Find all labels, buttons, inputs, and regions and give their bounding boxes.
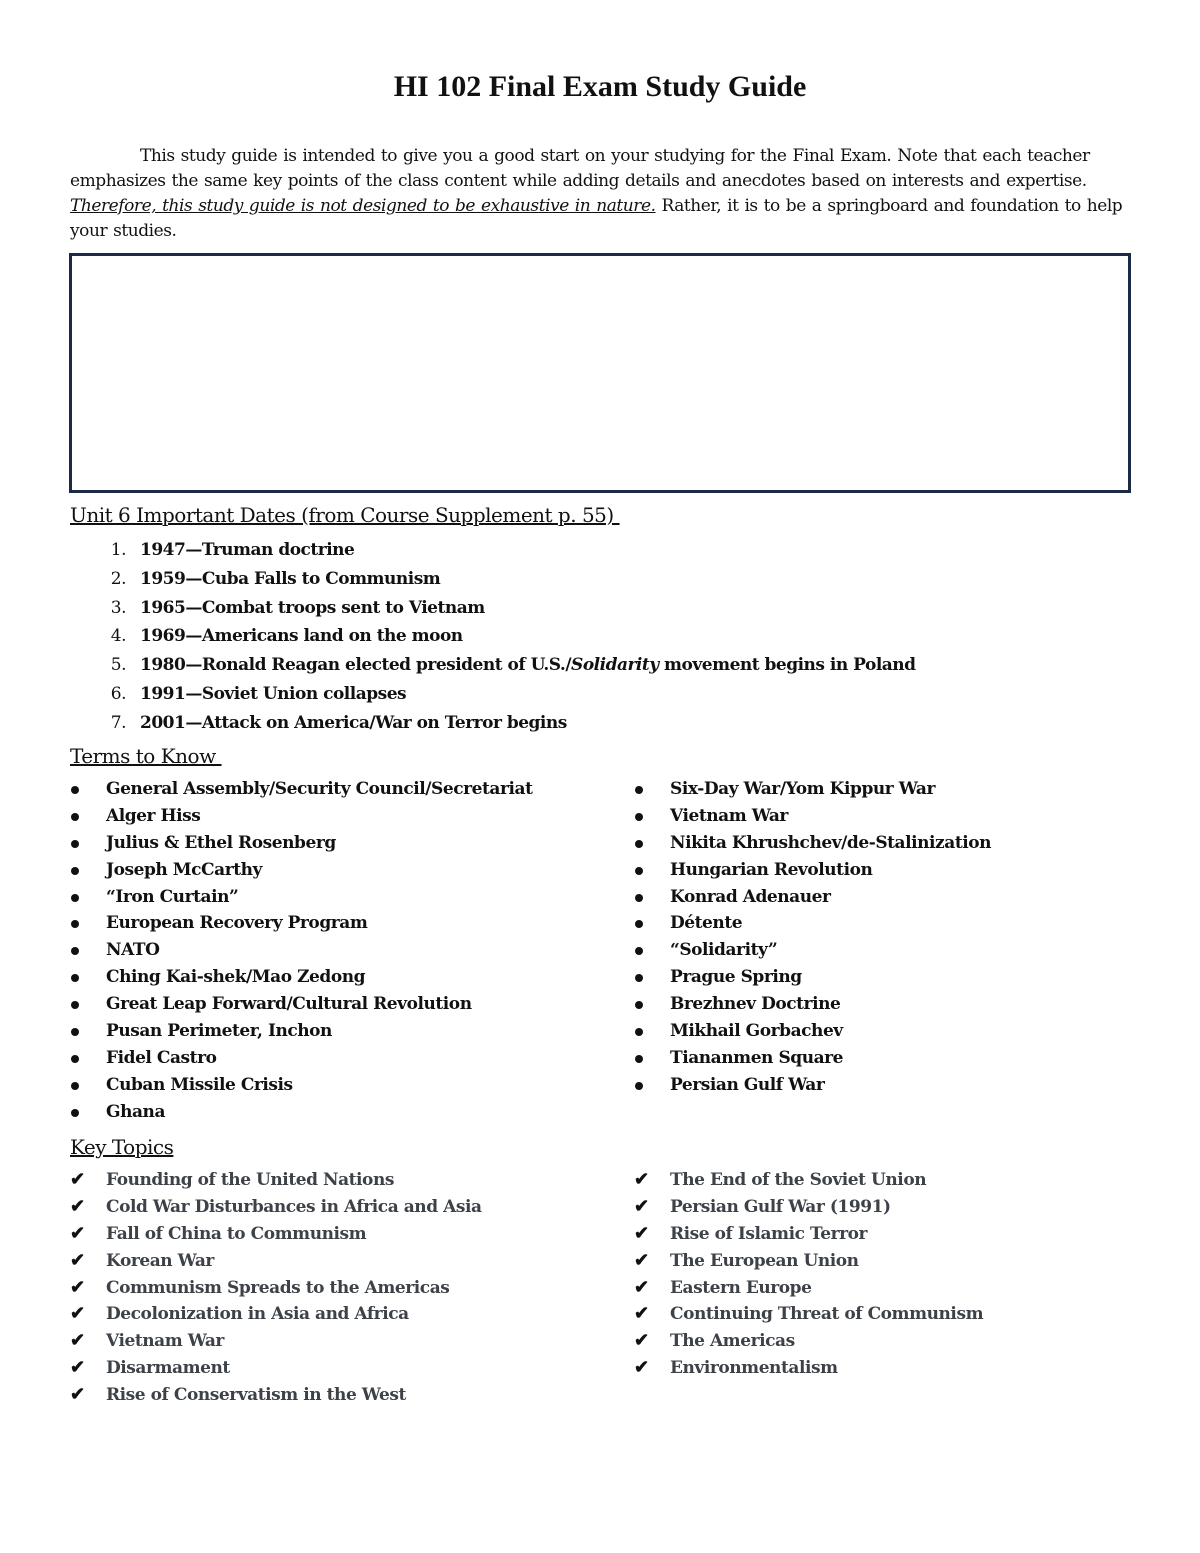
term-text: Nikita Khrushchev/de-Stalinization [670, 832, 992, 853]
terms-list-left [70, 776, 610, 1126]
term-item [634, 884, 1154, 911]
key-topic-text: The European Union [670, 1250, 859, 1271]
key-topic-item [634, 1248, 1154, 1275]
term-text: NATO [106, 940, 160, 961]
date-item-number: 7. [110, 712, 126, 733]
date-item [70, 565, 1130, 594]
date-item-text-post: movement begins in Poland [658, 655, 916, 676]
key-topic-text: Persian Gulf War (1991) [670, 1196, 891, 1217]
key-topic-text: The Americas [670, 1331, 795, 1352]
page-title: HI 102 Final Exam Study Guide [393, 70, 807, 103]
date-item-text: 1947—Truman doctrine [140, 540, 355, 560]
checkmark-icon: ✔ [634, 1169, 649, 1190]
term-text: “Solidarity” [670, 940, 778, 961]
term-text: Persian Gulf War [670, 1074, 825, 1095]
date-item-text: 2001—Attack on America/War on Terror begins [140, 712, 567, 733]
date-item-text-italic: Solidarity [571, 655, 659, 676]
checkmark-icon: ✔ [70, 1330, 85, 1352]
date-item-text: 1969—Americans land on the moon [140, 626, 463, 647]
terms-list-right [634, 776, 1154, 1099]
term-item [70, 910, 610, 937]
key-topic-text: Cold War Disturbances in Africa and Asia [106, 1196, 482, 1217]
key-topic-item [70, 1382, 610, 1409]
key-topic-text: The End of the Soviet Union [670, 1170, 927, 1190]
key-topic-item [634, 1355, 1154, 1382]
date-item [70, 622, 1130, 651]
term-text: General Assembly/Security Council/Secretariat [106, 779, 533, 799]
term-text: Prague Spring [670, 967, 802, 988]
checkmark-icon: ✔ [70, 1384, 85, 1406]
key-topic-item [70, 1301, 610, 1328]
term-item [70, 1099, 610, 1126]
key-topic-text: Continuing Threat of Communism [670, 1304, 984, 1325]
date-item-text: 1965—Combat troops sent to Vietnam [140, 597, 485, 618]
term-text: Tiananmen Square [670, 1047, 844, 1068]
checkmark-icon: ✔ [70, 1222, 85, 1244]
term-text: Joseph McCarthy [106, 859, 262, 880]
checkmark-icon: ✔ [70, 1357, 85, 1379]
term-item [634, 830, 1154, 857]
term-text: Cuban Missile Crisis [106, 1074, 293, 1095]
checkmark-icon: ✔ [634, 1249, 649, 1271]
key-topic-text: Eastern Europe [670, 1277, 812, 1298]
key-topic-item [70, 1194, 610, 1221]
term-item [634, 910, 1154, 937]
dates-heading: Unit 6 Important Dates (from Course Supplement p. 55) [70, 503, 620, 527]
checkmark-icon: ✔ [634, 1303, 649, 1325]
term-item [634, 991, 1154, 1018]
date-item [70, 709, 1130, 738]
checkmark-icon: ✔ [634, 1195, 649, 1217]
key-topic-text: Rise of Islamic Terror [670, 1223, 867, 1244]
term-item [70, 776, 610, 803]
date-item-number: 3. [110, 597, 126, 618]
term-text: Ching Kai-shek/Mao Zedong [106, 967, 366, 988]
topics-list-left [70, 1167, 610, 1409]
term-item [634, 937, 1154, 964]
term-text: Vietnam War [670, 805, 788, 826]
checkmark-icon: ✔ [634, 1276, 649, 1298]
checkmark-icon: ✔ [634, 1357, 649, 1379]
term-text: Hungarian Revolution [670, 859, 873, 880]
term-item [70, 884, 610, 911]
term-item [634, 964, 1154, 991]
checkmark-icon: ✔ [70, 1249, 85, 1271]
key-topic-item [70, 1355, 610, 1382]
date-item-number: 4. [110, 626, 126, 647]
key-topic-item [70, 1328, 610, 1355]
checkmark-icon: ✔ [70, 1276, 85, 1298]
key-topic-text: Korean War [106, 1250, 214, 1271]
key-topic-text: Communism Spreads to the Americas [106, 1277, 450, 1298]
term-item [70, 1072, 610, 1099]
empty-notes-box [69, 253, 1131, 493]
term-text: Six-Day War/Yom Kippur War [670, 779, 936, 799]
key-topic-text: Rise of Conservatism in the West [106, 1385, 406, 1406]
key-topic-text: Decolonization in Asia and Africa [106, 1304, 409, 1325]
checkmark-icon: ✔ [70, 1169, 85, 1190]
date-item-number: 5. [110, 655, 126, 676]
term-item [634, 803, 1154, 830]
key-topic-item [634, 1167, 1154, 1194]
date-item-text: 1959—Cuba Falls to Communism [140, 568, 441, 589]
term-item [634, 1072, 1154, 1099]
topics-list-right [634, 1167, 1154, 1382]
checkmark-icon: ✔ [634, 1330, 649, 1352]
date-item [70, 536, 1130, 565]
intro-paragraph [70, 144, 1130, 244]
key-topic-text: Fall of China to Communism [106, 1223, 367, 1244]
date-item-number: 2. [110, 568, 126, 589]
key-topic-item [70, 1221, 610, 1248]
term-item [634, 1018, 1154, 1045]
key-topic-text: Environmentalism [670, 1358, 838, 1379]
key-topic-item [634, 1221, 1154, 1248]
key-topic-item [634, 1275, 1154, 1302]
date-item [70, 651, 1130, 680]
checkmark-icon: ✔ [70, 1303, 85, 1325]
term-item [634, 1045, 1154, 1072]
dates-list [70, 536, 1130, 738]
key-topic-text: Vietnam War [106, 1331, 224, 1352]
term-item [70, 991, 610, 1018]
term-text: Brezhnev Doctrine [670, 994, 841, 1015]
key-topic-item [70, 1248, 610, 1275]
term-text: Julius & Ethel Rosenberg [106, 832, 336, 853]
term-item [634, 776, 1154, 803]
term-text: Pusan Perimeter, Inchon [106, 1021, 332, 1042]
key-topic-item [70, 1167, 610, 1194]
date-item [70, 594, 1130, 623]
key-topic-item [634, 1194, 1154, 1221]
date-item-text [140, 651, 916, 680]
key-topic-text: Disarmament [106, 1358, 230, 1379]
term-text: Ghana [106, 1101, 166, 1122]
term-text: Alger Hiss [106, 805, 201, 826]
terms-heading: Terms to Know [70, 744, 222, 768]
term-item [634, 857, 1154, 884]
key-topic-text: Founding of the United Nations [106, 1170, 394, 1190]
date-item-number: 6. [110, 683, 126, 704]
date-item-text-pre: 1980—Ronald Reagan elected president of U.S./ [140, 655, 572, 676]
date-item-number: 1. [110, 540, 126, 560]
term-item [70, 937, 610, 964]
term-text: European Recovery Program [106, 913, 368, 934]
intro-text-part2: Rather, it is to be a springboard and foundation to help your studies. [70, 196, 1123, 241]
term-text: “Iron Curtain” [106, 886, 239, 907]
key-topic-item [70, 1275, 610, 1302]
term-item [70, 1018, 610, 1045]
term-text: Great Leap Forward/Cultural Revolution [106, 994, 472, 1015]
checkmark-icon: ✔ [634, 1222, 649, 1244]
term-text: Détente [670, 913, 743, 934]
term-item [70, 830, 610, 857]
key-topic-item [634, 1301, 1154, 1328]
term-item [70, 964, 610, 991]
checkmark-icon: ✔ [70, 1195, 85, 1217]
term-text: Mikhail Gorbachev [670, 1021, 843, 1042]
term-text: Konrad Adenauer [670, 886, 831, 907]
topics-heading: Key Topics [70, 1135, 174, 1159]
term-text: Fidel Castro [106, 1047, 217, 1068]
term-item [70, 1045, 610, 1072]
date-item-text: 1991—Soviet Union collapses [140, 683, 407, 704]
intro-text-part1: This study guide is intended to give you a good start on your studying for the Final Exam. Note that each teacher emphasizes the same key points of the class content while adding details and anecdotes based on interests and expertise. [70, 146, 1090, 191]
key-topic-item [634, 1328, 1154, 1355]
term-item [70, 803, 610, 830]
intro-emphasis: Therefore, this study guide is not designed to be exhaustive in nature. [70, 196, 656, 216]
date-item [70, 680, 1130, 709]
term-item [70, 857, 610, 884]
